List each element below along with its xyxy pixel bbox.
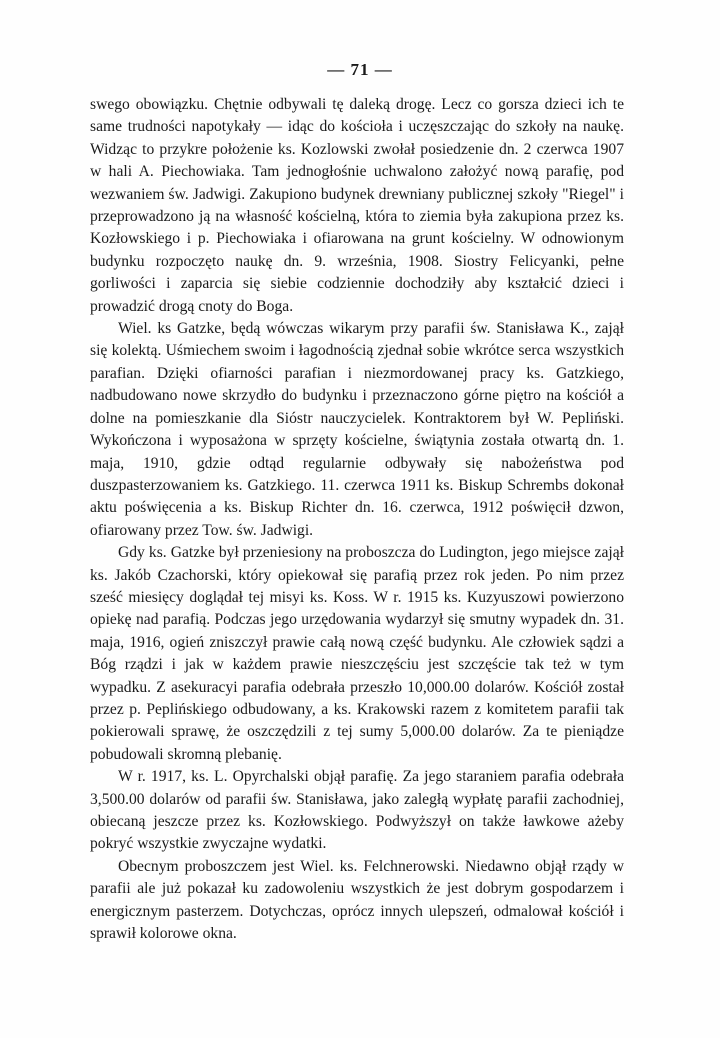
- paragraph: Wiel. ks Gatzke, będą wówczas wikarym przy parafii św. Stanisława K., zajął się kolektą. Uśmiechem swoim i łagodnością zjednał sobie wkrótce serca wszystkich parafian. Dzięki ofiarności parafian i niezmordowanej pracy ks. Gatzkiego, nadbudowano nowe skrzydło do budynku i przeznaczono górne piętro na kościół a dolne na pomieszkanie dla Sióstr nauczycielek. Kontraktorem był W. Pepliński. Wykończona i wyposażona w sprzęty kościelne, świątynia została otwartą dn. 1. maja, 1910, gdzie odtąd regularnie odbywały się nabożeństwa pod duszpasterzowaniem ks. Gatzkiego. 11. czerwca 1911 ks. Biskup Schrembs dokonał aktu poświęcenia a ks. Biskup Richter dn. 16. czerwca, 1912 poświęcił dzwon, ofiarowany przez Tow. św. Jadwigi.: [90, 320, 624, 539]
- paragraph: Gdy ks. Gatzke był przeniesiony na proboszcza do Ludington, jego miejsce zajął ks. Jakób Czachorski, który opiekował się parafią przez rok jeden. Po nim przez sześć miesięcy doglądał tej misyi ks. Koss. W r. 1915 ks. Kuzyuszowi powierzono opiekę nad parafią. Podczas jego urzędowania wydarzył się smutny wypadek dn. 31. maja, 1916, ogień zniszczył prawie całą nową część budynku. Ale człowiek sądzi a Bóg rządzi i jak w każdem prawie nieszczęściu jest szczęście tak też w tym wypadku. Z asekuracyi parafia odebrała przeszło 10,000.00 dolarów. Kościół został przez p. Peplińskiego odbudowany, a ks. Krakowski razem z komitetem parafii tak pokierowali sprawę, że oszczędzili z tej sumy 5,000.00 dolarów. Za te pieniądze pobudowali skromną plebanię.: [90, 544, 624, 763]
- paragraph: Obecnym proboszczem jest Wiel. ks. Felchnerowski. Niedawno objął rządy w parafii ale już pokazał ku zadowoleniu wszystkich że jest dobrym gospodarzem i energicznym pasterzem. Dotychczas, oprócz innych ulepszeń, odmalował kościół i sprawił kolorowe okna.: [90, 857, 624, 943]
- paragraph-continued: swego obowiązku. Chętnie odbywali tę daleką drogę. Lecz co gorsza dzieci ich te same trudności napotykały — idąc do kościoła i uczęszczając do szkoły na naukę. Widząc to przykre położenie ks. Kozlowski zwołał posiedzenie dn. 2 czerwca 1907 w hali A. Piechowiaka. Tam jednogłośnie uchwalono założyć nową parafię, pod wezwaniem św. Jadwigi. Zakupiono budynek drewniany publicznej szkoły "Riegel" i przeprowadzono ją na własność kościelną, która to ziemia była zakupiona przez ks. Kozłowskiego i p. Piechowiaka i ofiarowana na grunt kościelny. W odnowionym budynku rozpoczęto naukę dn. 9. września, 1908. Siostry Felicyanki, pełne gorliwości i zaparcia się siebie codziennie dochodziły aby kształcić dzieci i prowadzić drogą cnoty do Boga.: [90, 96, 624, 315]
- body-text: [90, 94, 624, 945]
- page-number: — 71 —: [327, 60, 393, 79]
- paragraph: W r. 1917, ks. L. Opyrchalski objął parafię. Za jego staraniem parafia odebrała 3,500.00 dolarów od parafii św. Stanisława, jako zaległą wypłatę parafii zachodniej, obiecaną jeszcze przez ks. Kozłowskiego. Podwyższył on także ławkowe ażeby pokryć wszystkie zwyczajne wydatki.: [90, 768, 624, 853]
